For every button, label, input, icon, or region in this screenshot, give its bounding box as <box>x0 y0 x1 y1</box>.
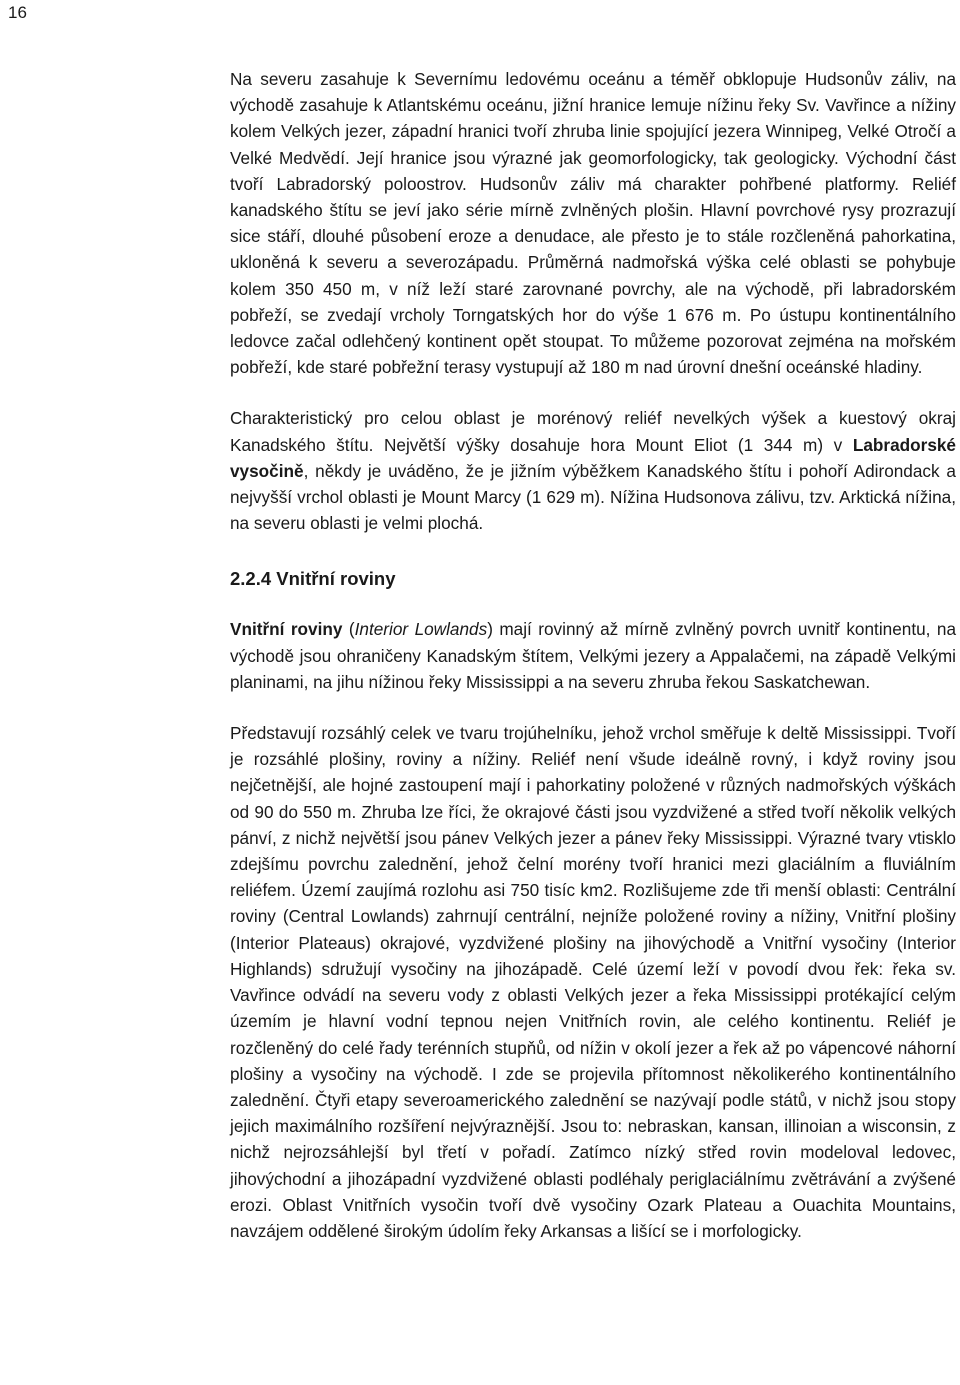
bold-term-interior-lowlands: Vnitřní roviny <box>230 619 343 640</box>
paragraph-text: ( <box>342 619 355 640</box>
document-body <box>230 66 956 1244</box>
italic-term-interior-lowlands: Interior Lowlands <box>354 619 488 640</box>
section-heading: 2.2.4 Vnitřní roviny <box>230 568 396 590</box>
paragraph-interior-lowlands-definition <box>230 616 956 695</box>
paragraph-interior-lowlands-description: Představují rozsáhlý celek ve tvaru trojúhelníku, jehož vrchol směřuje k deltě Mississippi. Tvoří je rozsáhlé plošiny, roviny a nížiny. Reliéf není všude ideálně rovný, i když roviny jsou nejčetnější, ale hojné zastoupení mají i pahorkatiny položené v různých nadmořských výškách od 90 do 550 m. Zhruba lze říci, že okrajové části jsou vyzdvižené a střed tvoří několik velkých pánví, z nichž největší jsou pánev Velkých jezer a pánev řeky Mississippi. Výrazné tvary vtisklo zdejšímu povrchu zalednění, jehož čelní morény tvoří hranici mezi glaciálním a fluviálním reliéfem. Území zaujímá rozlohu asi 750 tisíc km2. Rozlišujeme zde tři menší oblasti: Centrální roviny (Central Lowlands) zahrnují centrální, nejníže položené roviny a nížiny, Vnitřní plošiny (Interior Plateaus) okrajové, vyzdvižené plošiny na jihovýchodě a Vnitřní vysočiny (Interior Highlands) sdružují vysočiny na jihozápadě. Celé území leží v povodí dvou řek: řeka sv. Vavřince odvádí na severu vody z oblasti Velkých jezer a řeka Mississippi protékající celým územím je hlavní vodní tepnou nejen Vnitřních rovin, ale celého kontinentu. Reliéf je rozčleněný do celé řady terénních stupňů, od nížin v okolí jezer a řek až po vápencové náhorní plošiny a vysočiny na východě. I zde se projevila přítomnost několikerého kontinentálního zalednění. Čtyři etapy severoamerického zalednění se nazývají podle států, v nichž jsou stopy jejich maximálního rozšíření nejvýraznější. Jsou to: nebraskan, kansan, illinoian a wisconsin, z nichž nejrozsáhlejší byl třetí v pořadí. Zatímco nízký střed rovin modeloval ledovec, jihovýchodní a jihozápadní vyzdvižené oblasti podléhaly periglaciálnímu zvětrávání a zvýšené erozi. Oblast Vnitřních vysočin tvoří dvě vysočiny Ozark Plateau a Ouachita Mountains, navzájem oddělené širokým údolím řeky Arkansas a lišící se i morfologicky. <box>230 723 956 1241</box>
paragraph-text: ) mají rovinný až mírně zvlněný povrch uvnitř kontinentu, na východě jsou ohraničeny Kanadským štítem, Velkými jezery a Appalačemi, na západě Velkými planinami, na jihu nížinou řeky Mississippi a na severu zhruba řekou Saskatchewan. <box>230 619 956 692</box>
paragraph-text: , někdy je uváděno, že je jižním výběžkem Kanadského štítu i pohoří Adirondack a nejvyšší vrchol oblasti je Mount Marcy (1 629 m). Nížina Hudsonova zálivu, tzv. Arktická nížina, na severu oblasti je velmi plochá. <box>230 460 956 534</box>
paragraph-canadian-shield-extent: Na severu zasahuje k Severnímu ledovému oceánu a téměř obklopuje Hudsonův záliv, na východě zasahuje k Atlantskému oceánu, jižní hranice lemuje nížinu řeky Sv. Vavřince a nížiny kolem Velkých jezer, západní hranici tvoří zhruba linie spojující jezera Winnipeg, Velké Otročí a Velké Medvědí. Její hranice jsou výrazné jak geomorfologicky, tak geologicky. Východní část tvoří Labradorský poloostrov. Hudsonův záliv má charakter pohřbené platformy. Reliéf kanadského štítu se jeví jako série mírně zvlněných plošin. Hlavní povrchové rysy prozrazují sice stáří, dlouhé působení eroze a denudace, ale přesto je to stále rozčleněná pahorkatina, ukloněná k severu a severozápadu. Průměrná nadmořská výška celé oblasti se pohybuje kolem 350 450 m, v níž leží staré zarovnané povrchy, ale na východě, při labradorském pobřeží, se zvedají vrcholy Torngatských hor do výše 1 676 m. Po ústupu kontinentálního ledovce začal odlehčený kontinent opět stoupat. To můžeme pozorovat zejména na mořském pobřeží, kde staré pobřežní terasy vystupují až 180 m nad úrovní dnešní oceánské hladiny. <box>230 69 956 378</box>
page-number: 16 <box>8 3 27 22</box>
paragraph-text: Charakteristický pro celou oblast je morénový reliéf nevelkých výšek a kuestový okraj Kanadského štítu. Největší výšky dosahuje hora Mount Eliot (1 344 m) v <box>230 408 956 455</box>
bold-term-labrador-highlands: Labradorské vysočině <box>230 434 956 481</box>
paragraph-canadian-shield-relief <box>230 405 956 536</box>
